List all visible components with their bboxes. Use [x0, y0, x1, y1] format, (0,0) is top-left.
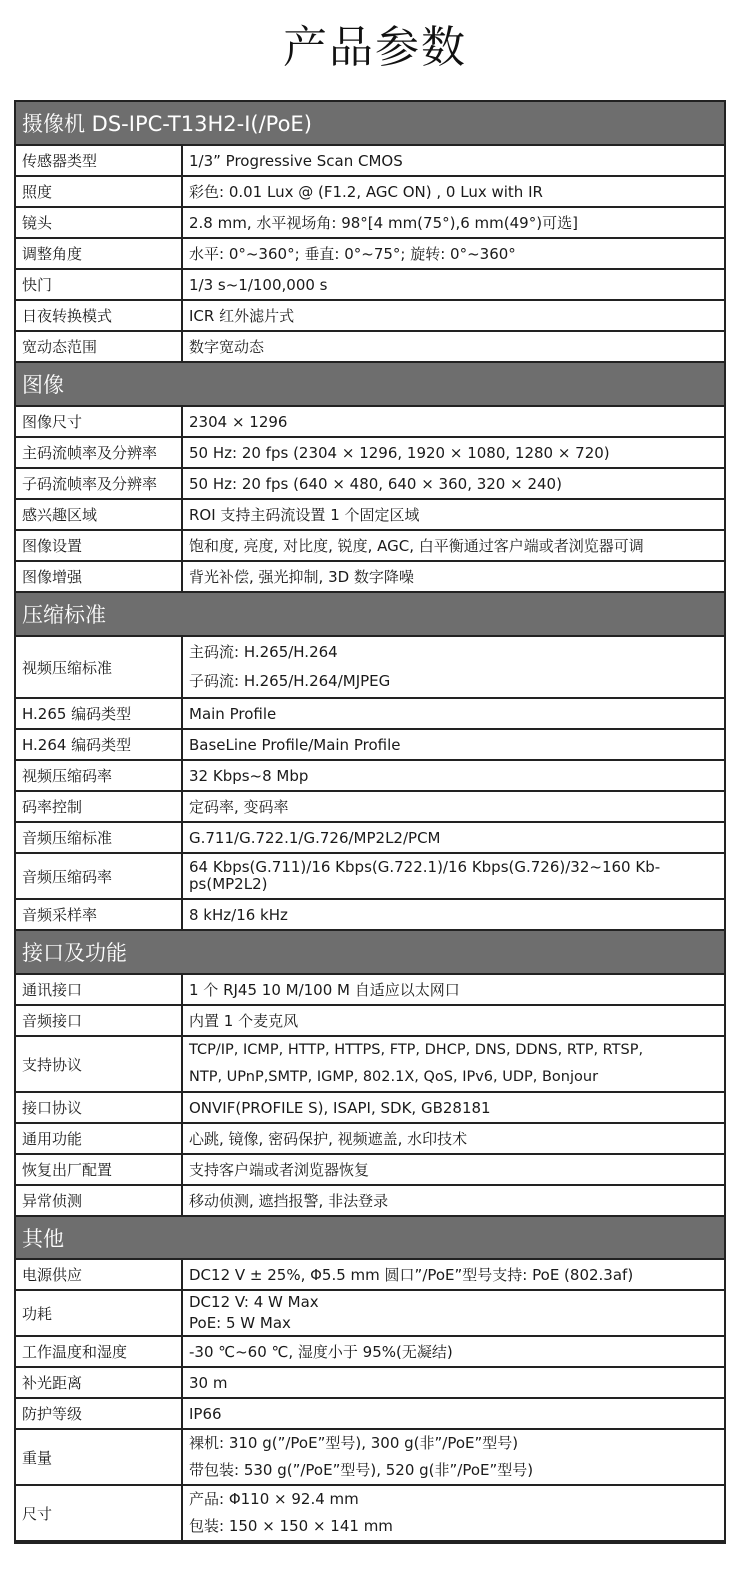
section-header-image: 图像: [16, 363, 724, 407]
row-label: 图像设置: [16, 531, 183, 560]
row-value: 1 个 RJ45 10 M/100 M 自适应以太网口: [189, 981, 460, 999]
table-row: [16, 500, 724, 531]
table-row: [16, 1124, 724, 1155]
row-value: ICR 红外滤片式: [189, 307, 295, 325]
row-label: 视频压缩标准: [16, 637, 183, 697]
table-row: [16, 1186, 724, 1217]
table-row: [16, 469, 724, 500]
row-value: 定码率, 变码率: [189, 798, 289, 816]
row-label: 图像尺寸: [16, 407, 183, 436]
row-value: 50 Hz: 20 fps (2304 × 1296, 1920 × 1080, 1280 × 720): [189, 443, 610, 462]
row-label: 工作温度和湿度: [16, 1337, 183, 1366]
row-label: 重量: [16, 1430, 183, 1484]
table-row: [16, 699, 724, 730]
row-label: 快门: [16, 270, 183, 299]
row-value: G.711/G.722.1/G.726/MP2L2/PCM: [189, 828, 441, 847]
row-value: 内置 1 个麦克风: [189, 1012, 299, 1030]
row-label: 通用功能: [16, 1124, 183, 1153]
table-row: [16, 975, 724, 1006]
section-header-other: 其他: [16, 1217, 724, 1260]
page-title: 产品参数: [283, 22, 467, 73]
row-label: 视频压缩码率: [16, 761, 183, 790]
table-row: [16, 438, 724, 469]
row-label: 码率控制: [16, 792, 183, 821]
spec-table: [14, 100, 726, 1544]
row-label: 图像增强: [16, 562, 183, 591]
row-label: 音频压缩码率: [16, 854, 183, 898]
table-row: [16, 1291, 724, 1337]
row-value: Main Profile: [189, 704, 277, 723]
section-header-compression: 压缩标准: [16, 593, 724, 637]
row-label: H.265 编码类型: [16, 699, 183, 728]
row-label: H.264 编码类型: [16, 730, 183, 759]
row-value: 产品: Φ110 × 92.4 mm 包装: 150 × 150 × 141 mm: [189, 1490, 393, 1535]
table-row: [16, 854, 724, 900]
table-row: [16, 332, 724, 363]
table-row: [16, 270, 724, 301]
row-value: 移动侦测, 遮挡报警, 非法登录: [189, 1192, 389, 1210]
row-value: DC12 V ± 25%, Φ5.5 mm 圆口”/PoE”型号支持: PoE (802.3af): [189, 1266, 634, 1284]
row-label: 功耗: [16, 1291, 183, 1335]
row-label: 调整角度: [16, 239, 183, 268]
row-value: 心跳, 镜像, 密码保护, 视频遮盖, 水印技术: [189, 1130, 468, 1148]
row-label: 防护等级: [16, 1399, 183, 1428]
table-row: [16, 792, 724, 823]
table-row: [16, 146, 724, 177]
row-value: 彩色: 0.01 Lux @ (F1.2, AGC ON) , 0 Lux with IR: [189, 183, 543, 201]
table-row: [16, 177, 724, 208]
row-value: 数字宽动态: [189, 338, 265, 356]
table-row: [16, 900, 724, 931]
table-row: [16, 562, 724, 593]
table-row: [16, 301, 724, 332]
table-row: [16, 1260, 724, 1291]
row-value: 1/3 s~1/100,000 s: [189, 275, 328, 294]
row-value: 64 Kbps(G.711)/16 Kbps(G.722.1)/16 Kbps(G.726)/32~160 Kb-ps(MP2L2): [189, 858, 661, 893]
row-label: 恢复出厂配置: [16, 1155, 183, 1184]
row-label: 日夜转换模式: [16, 301, 183, 330]
row-value: ONVIF(PROFILE S), ISAPI, SDK, GB28181: [189, 1098, 491, 1117]
row-label: 子码流帧率及分辨率: [16, 469, 183, 498]
row-value: IP66: [189, 1404, 222, 1423]
table-row: [16, 1337, 724, 1368]
row-value: ROI 支持主码流设置 1 个固定区域: [189, 506, 420, 524]
table-row: [16, 1155, 724, 1186]
row-label: 异常侦测: [16, 1186, 183, 1215]
row-value: 32 Kbps~8 Mbp: [189, 766, 309, 785]
row-value: 2.8 mm, 水平视场角: 98°[4 mm(75°),6 mm(49°)可选]: [189, 214, 578, 232]
row-label: 尺寸: [16, 1486, 183, 1540]
row-label: 补光距离: [16, 1368, 183, 1397]
table-row: [16, 823, 724, 854]
row-label: 镜头: [16, 208, 183, 237]
table-row: [16, 1093, 724, 1124]
row-label: 传感器类型: [16, 146, 183, 175]
table-row: [16, 1399, 724, 1430]
row-value: DC12 V: 4 W Max PoE: 5 W Max: [189, 1293, 319, 1332]
row-value: 8 kHz/16 kHz: [189, 905, 288, 924]
row-label: 支持协议: [16, 1037, 183, 1091]
row-value: 1/3” Progressive Scan CMOS: [189, 151, 403, 170]
row-label: 接口协议: [16, 1093, 183, 1122]
row-value: 50 Hz: 20 fps (640 × 480, 640 × 360, 320 × 240): [189, 474, 562, 493]
section-header-camera: 摄像机 DS-IPC-T13H2-I(/PoE): [16, 102, 724, 146]
row-value: 支持客户端或者浏览器恢复: [189, 1161, 370, 1179]
row-label: 电源供应: [16, 1260, 183, 1289]
row-value: 2304 × 1296: [189, 412, 288, 431]
section-header-interface: 接口及功能: [16, 931, 724, 975]
row-label: 宽动态范围: [16, 332, 183, 361]
table-row: [16, 208, 724, 239]
table-row: [16, 761, 724, 792]
row-value: 30 m: [189, 1373, 228, 1392]
table-row: [16, 1037, 724, 1093]
row-label: 音频接口: [16, 1006, 183, 1035]
row-value: 背光补偿, 强光抑制, 3D 数字降噪: [189, 568, 414, 586]
row-label: 主码流帧率及分辨率: [16, 438, 183, 467]
row-label: 照度: [16, 177, 183, 206]
table-row: [16, 730, 724, 761]
table-row: [16, 531, 724, 562]
row-value: 饱和度, 亮度, 对比度, 锐度, AGC, 白平衡通过客户端或者浏览器可调: [189, 537, 644, 555]
table-row: [16, 239, 724, 270]
row-value: 主码流: H.265/H.264 子码流: H.265/H.264/MJPEG: [189, 643, 391, 690]
row-value: 裸机: 310 g(”/PoE”型号), 300 g(非”/PoE”型号) 带包装: 530 g(”/PoE”型号), 520 g(非”/PoE”型号): [189, 1434, 534, 1479]
table-row: [16, 637, 724, 699]
row-label: 音频采样率: [16, 900, 183, 929]
table-row: [16, 1430, 724, 1486]
row-label: 音频压缩标准: [16, 823, 183, 852]
row-value: TCP/IP, ICMP, HTTP, HTTPS, FTP, DHCP, DNS, DDNS, RTP, RTSP, NTP, UPnP,SMTP, IGMP, 802.1X, QoS, IPv6, UDP, Bonjour: [189, 1042, 644, 1085]
row-label: 感兴趣区域: [16, 500, 183, 529]
table-row: [16, 1006, 724, 1037]
row-value: 水平: 0°~360°; 垂直: 0°~75°; 旋转: 0°~360°: [189, 245, 516, 263]
table-row: [16, 1486, 724, 1542]
row-label: 通讯接口: [16, 975, 183, 1004]
row-value: BaseLine Profile/Main Profile: [189, 735, 401, 754]
table-row: [16, 1368, 724, 1399]
row-value: -30 ℃~60 ℃, 湿度小于 95%(无凝结): [189, 1343, 453, 1361]
table-row: [16, 407, 724, 438]
